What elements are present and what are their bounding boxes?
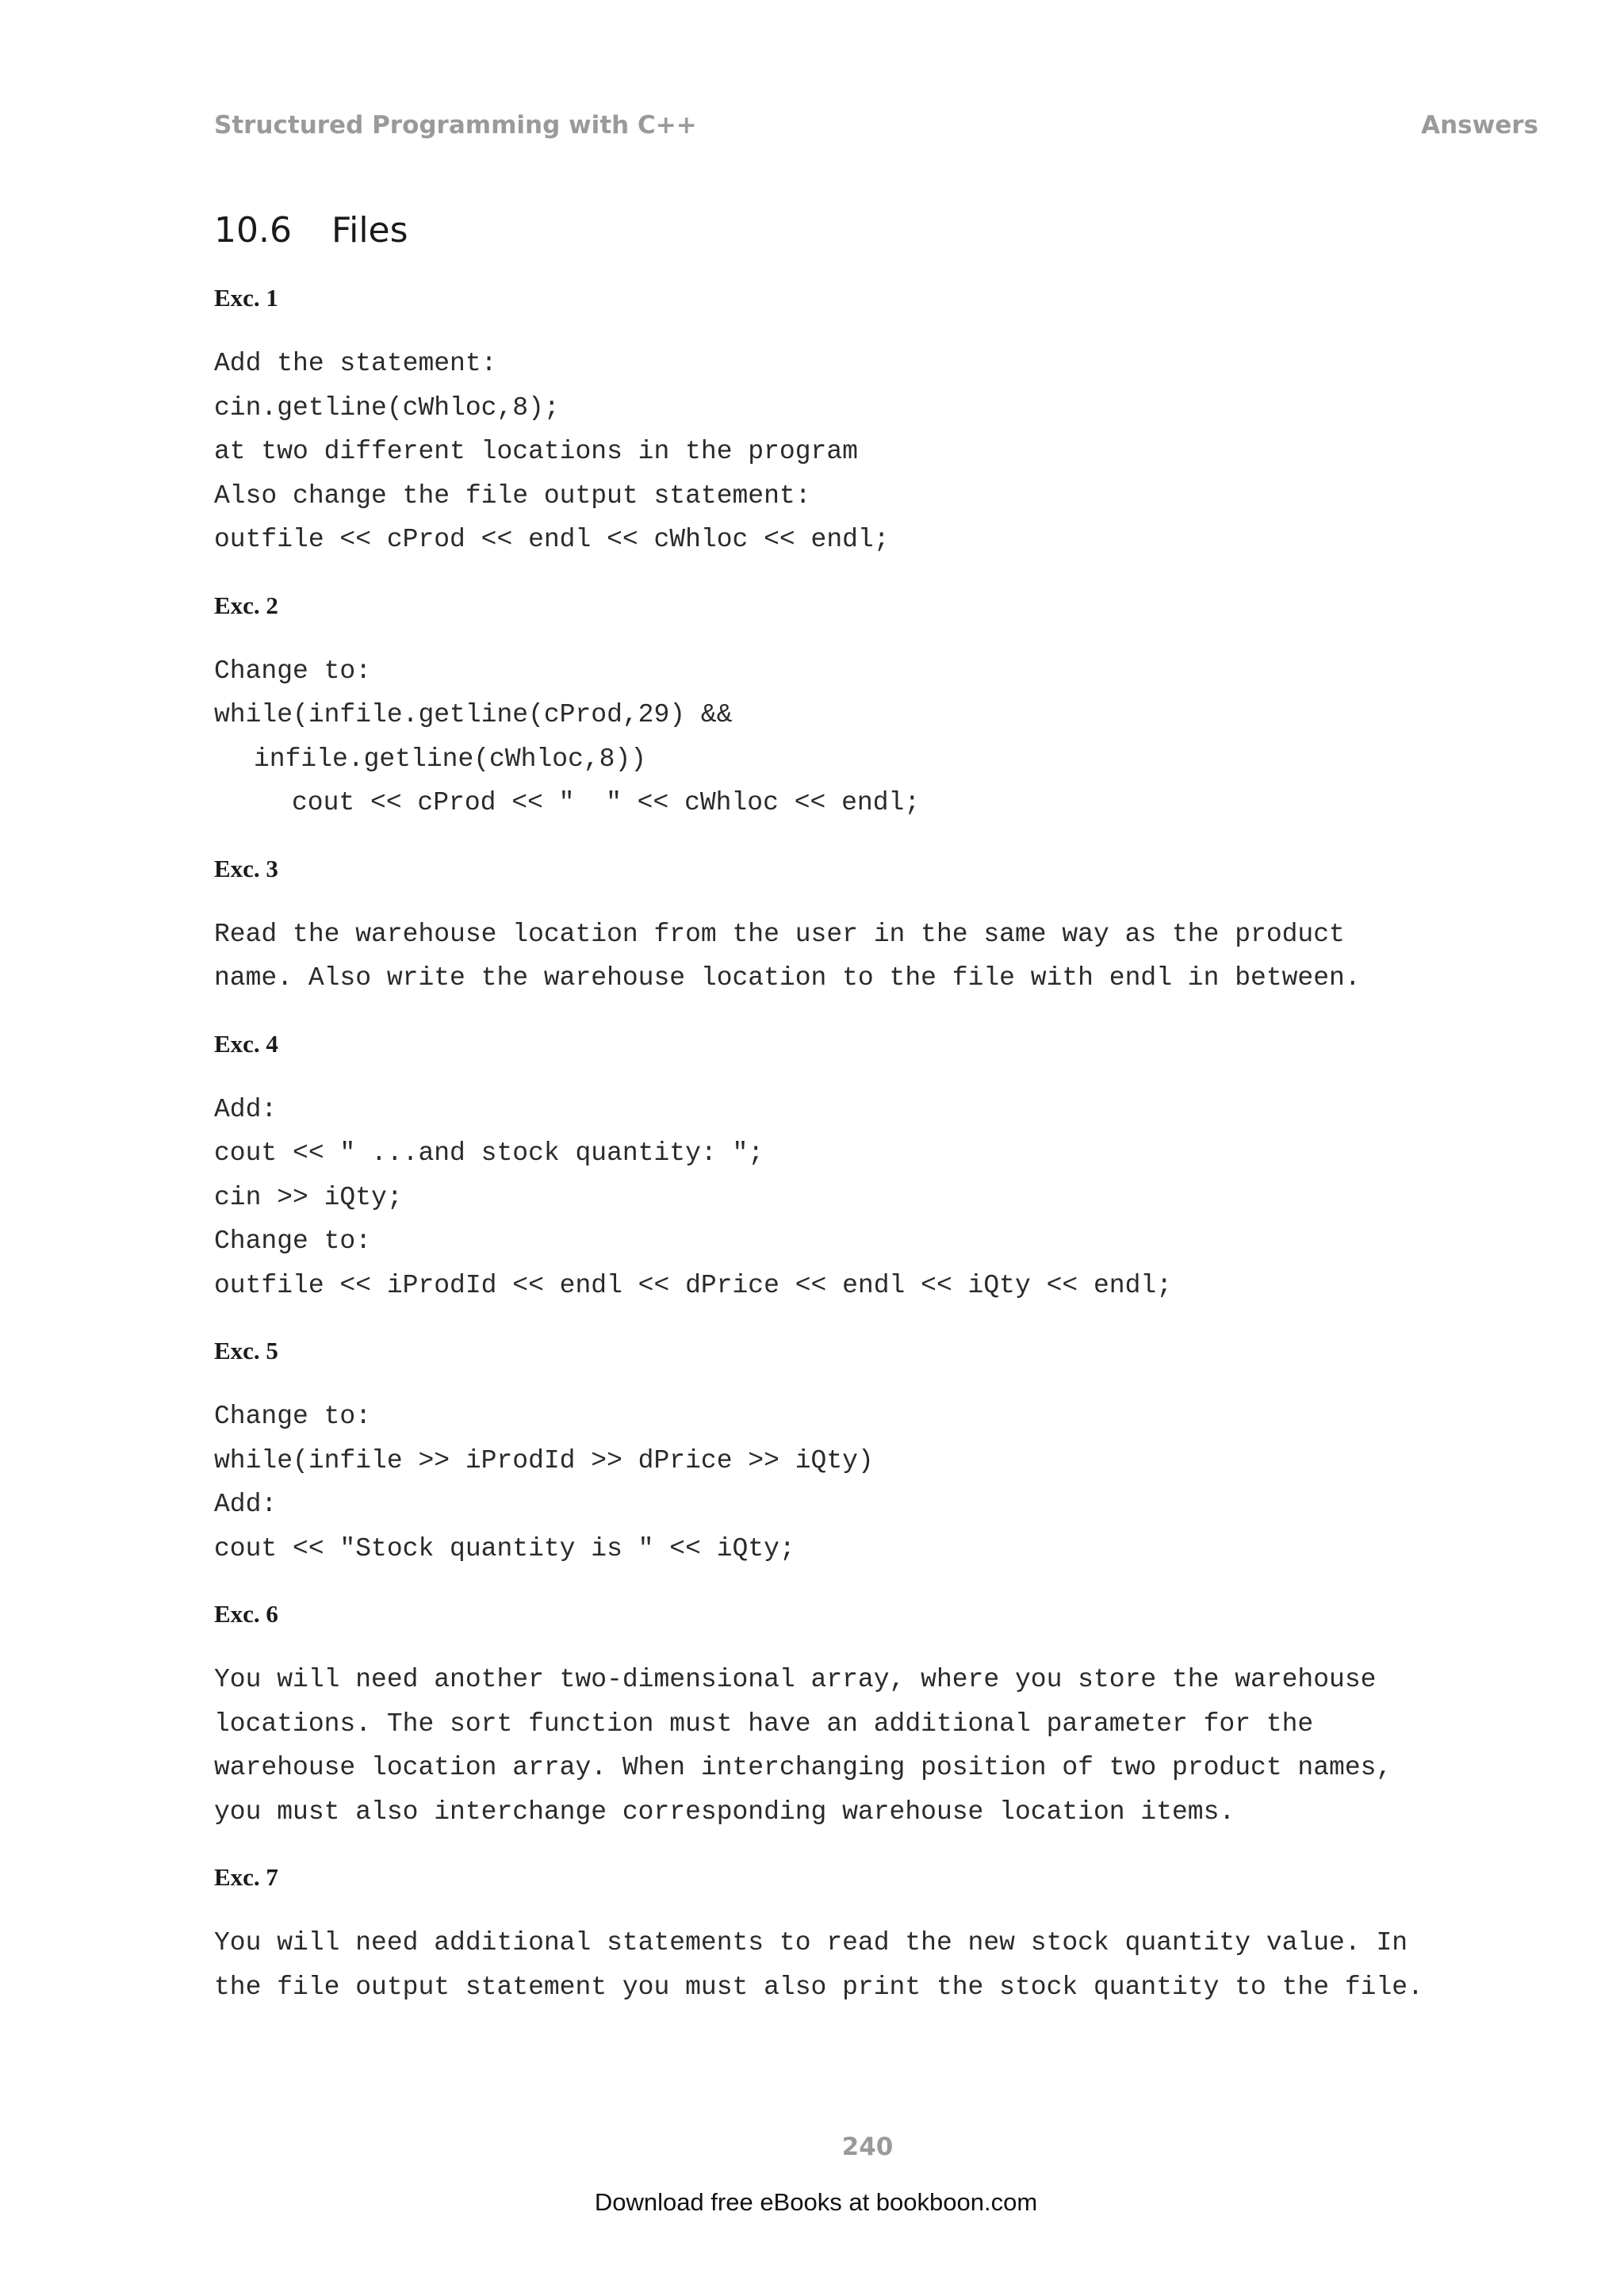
exercise-answer — [214, 913, 1554, 1001]
exercise-3 — [214, 852, 1554, 1001]
exercise-label: Exc. 4 — [214, 1029, 278, 1058]
exercise-answer — [214, 1395, 1554, 1571]
code-line: cin.getline(cWhloc,8); — [214, 392, 560, 423]
answer-line: at two different locations in the program — [214, 437, 858, 466]
book-title: Structured Programming with C++ — [214, 111, 697, 140]
answer-line: Change to: — [214, 656, 372, 686]
exercise-answer — [214, 1921, 1554, 2009]
exercise-label: Exc. 7 — [214, 1863, 278, 1891]
running-header — [214, 111, 1538, 140]
answer-line: You will need additional statements to read the new stock quantity value. In — [214, 1928, 1408, 1957]
answer-line: Also change the file output statement: — [214, 480, 811, 511]
section-number: 10.6 — [214, 210, 292, 251]
code-line: cout << " ...and stock quantity: "; — [214, 1138, 764, 1168]
code-line: outfile << cProd << endl << cWhloc << endl; — [214, 525, 890, 554]
page-number: 240 — [841, 2133, 894, 2161]
answer-line: the file output statement you must also print the stock quantity to the file. — [214, 1972, 1423, 2002]
exercise-4 — [214, 1027, 1554, 1308]
code-line: cin >> iQty; — [214, 1182, 403, 1212]
code-line: cout << cProd << " " << cWhloc << endl; — [292, 788, 921, 817]
exercise-answer — [214, 1088, 1554, 1308]
exercise-6 — [214, 1598, 1554, 1834]
exercise-answer — [214, 342, 1554, 562]
answer-line: you must also interchange corresponding warehouse location items. — [214, 1797, 1235, 1827]
answer-line: locations. The sort function must have an additional parameter for the — [214, 1709, 1314, 1739]
exercise-label: Exc. 3 — [214, 854, 278, 882]
footer-download-link[interactable]: Download free eBooks at bookboon.com — [594, 2188, 1038, 2216]
code-line: while(infile.getline(cProd,29) && — [214, 700, 733, 729]
exercise-2 — [214, 589, 1554, 825]
exercise-label: Exc. 2 — [214, 591, 278, 619]
exercise-answer — [214, 649, 1554, 825]
answer-line: Add: — [214, 1094, 278, 1124]
answer-line: Add the statement: — [214, 349, 497, 378]
exercise-label: Exc. 1 — [214, 284, 278, 312]
code-line: infile.getline(cWhloc,8)) — [254, 744, 647, 774]
code-line: cout << "Stock quantity is " << iQty; — [214, 1533, 795, 1563]
answer-line: Change to: — [214, 1402, 372, 1431]
exercise-5 — [214, 1334, 1554, 1571]
answer-line: Read the warehouse location from the user in the same way as the product — [214, 919, 1345, 949]
answer-line: Change to: — [214, 1226, 372, 1256]
exercise-7 — [214, 1861, 1554, 2009]
section-title: Files — [331, 210, 408, 251]
code-line: outfile << iProdId << endl << dPrice << endl << iQty << endl; — [214, 1270, 1172, 1300]
code-line: while(infile >> iProdId >> dPrice >> iQty) — [214, 1445, 874, 1475]
exercise-1 — [214, 281, 1554, 562]
answers-content — [214, 281, 1554, 2036]
exercise-label: Exc. 5 — [214, 1337, 278, 1364]
answer-line: Add: — [214, 1490, 278, 1519]
section-heading — [214, 210, 408, 251]
answer-line: warehouse location array. When interchanging position of two product names, — [214, 1753, 1392, 1782]
answer-line: name. Also write the warehouse location to the file with endl in between. — [214, 963, 1361, 993]
answer-line: You will need another two-dimensional array, where you store the warehouse — [214, 1665, 1377, 1694]
exercise-label: Exc. 6 — [214, 1600, 278, 1628]
chapter-name: Answers — [1421, 111, 1538, 140]
exercise-answer — [214, 1658, 1554, 1834]
